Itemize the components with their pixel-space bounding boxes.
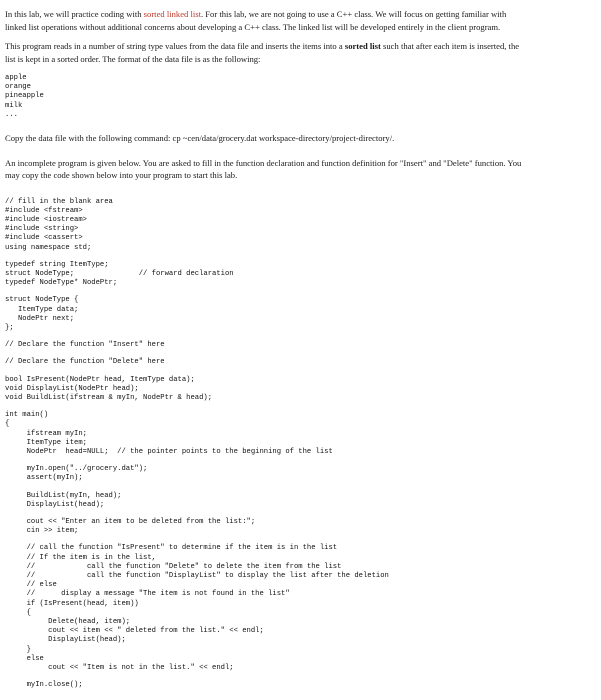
code-declare-insert: // Declare the function "Insert" here (5, 341, 165, 350)
incomplete-line-2: may copy the code shown below into your program to start this lab. (5, 170, 238, 181)
reads-line-1: This program reads in a number of string type values from the data file and inserts the items into a sorted list such that after each item is inserted, the (5, 41, 520, 51)
sorted-list-bold: sorted list (344, 41, 381, 51)
copy-command-text: Copy the data file with the following command: cp ~cen/data/grocery.dat workspace-directory/project-directory/. (5, 133, 395, 144)
code-build-display: BuildList(myIn, head); DisplayList(head); (26, 491, 122, 509)
reads-line-2: list is kept in a sorted order. The format of the data file is as the following: (5, 53, 261, 64)
code-delete-logic: // call the function "IsPresent" to determine if the item is in the list // If the item is in the list, // call the function "Delete" to delete the item from the list // call the function "DisplayList" to display the list after the deletion // else // display a message "The item is not found in the list" if (IsPresent(head, item)) { Delete(head, item); cout << item << " deleted from the list." << endl; DisplayList(head); } else cout << "Item is not in the list." << endl; (26, 544, 389, 673)
code-prototypes: bool IsPresent(NodePtr head, ItemType data); void DisplayList(NodePtr head); void BuildList(ifstream & myIn, NodePtr & head); (5, 375, 213, 402)
intro-line-2: linked list operations without additional concerns about developing a C++ class. The linked list will be developed entirely in the client program. (5, 21, 501, 32)
code-struct-nodetype: struct NodeType { ItemType data; NodePtr next; }; (5, 296, 79, 332)
code-declare-delete: // Declare the function "Delete" here (5, 358, 165, 367)
sorted-linked-list-link[interactable]: sorted linked list (143, 9, 201, 19)
intro-line-1: In this lab, we will practice coding with sorted linked list. For this lab, we are not going to use a C++ class. We will focus on getting familiar with (5, 9, 507, 19)
incomplete-line-1: An incomplete program is given below. You are asked to fill in the function declaration and function definition for "Insert" and "Delete" function. You (5, 157, 522, 168)
code-includes: // fill in the blank area #include <fstream> #include <iostream> #include <string> #include <cassert> using namespace std; (5, 197, 113, 252)
code-prompt: cout << "Enter an item to be deleted from the list:"; cin >> item; (26, 518, 256, 536)
code-main-open: int main() { ifstream myIn; ItemType item; NodePtr head=NULL; // the pointer points to the beginning of the list (5, 411, 333, 456)
code-close: myIn.close(); (5, 681, 83, 690)
data-file-sample: apple orange pineapple milk ... (5, 74, 44, 119)
code-open-file: myIn.open("../grocery.dat"); assert(myIn); (26, 465, 148, 483)
code-typedefs: typedef string ItemType; struct NodeType; // forward declaration typedef NodeType* NodePtr; (5, 260, 234, 288)
